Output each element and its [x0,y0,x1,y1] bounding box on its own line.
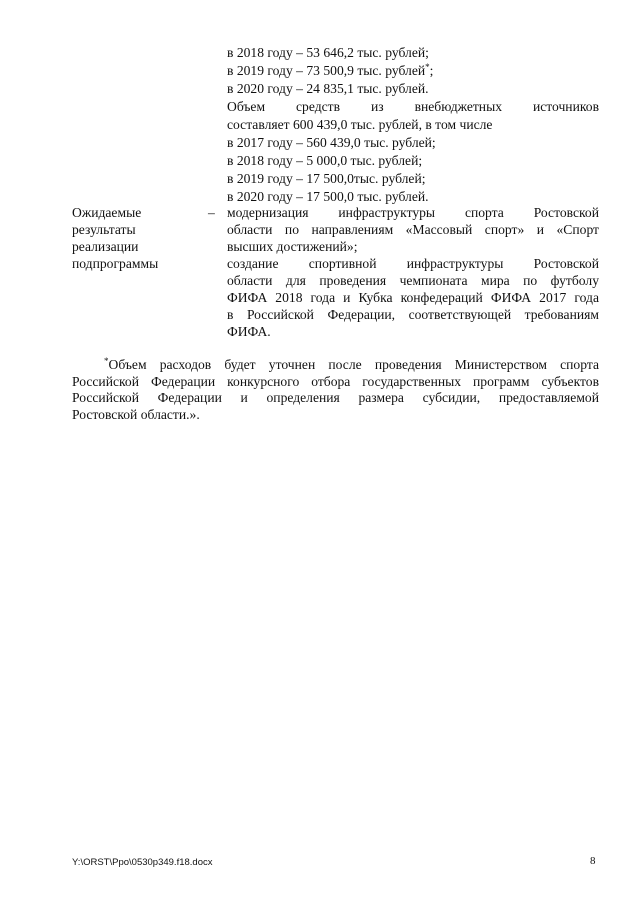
extra-year-2017: в 2017 году – 560 439,0 тыс. рублей; [227,135,436,150]
results-text-8: ФИФА. [227,324,271,339]
extra-year-2018: в 2018 году – 5 000,0 тыс. рублей; [227,153,423,168]
footnote-line-4: Ростовской области.». [72,406,200,422]
funding-line-2019 [227,62,599,79]
results-text-2: области по направлениям «Массовый спорт» и «Спорт [227,222,599,237]
results-label-4: подпрограммы [72,256,159,271]
results-label-2: результаты [72,222,136,237]
funding-line-2018: в 2018 году – 53 646,2 тыс. рублей; [227,45,429,60]
footnote [72,357,599,423]
results-text-3: высших достижений»; [227,239,358,254]
extra-year-2020: в 2020 году – 17 500,0 тыс. рублей. [227,189,429,204]
footnote-mark: * [425,62,430,72]
extra-budget-line-1: Объем средств из внебюджетных источников [227,99,599,114]
results-label-1: Ожидаемые [72,205,142,220]
funding-line-2020: в 2020 году – 24 835,1 тыс. рублей. [227,81,429,96]
results-text-1: модернизация инфраструктуры спорта Ростовской [227,205,599,220]
results-text-5: области для проведения чемпионата мира по футболу [227,273,599,288]
footnote-line-3: Российской Федерации и определения размера субсидии, предоставляемой [72,390,599,405]
results-label-3: реализации [72,239,139,254]
results-dash: – [208,205,215,220]
funding-line-2019-text: в 2019 году – 73 500,9 тыс. рублей [227,63,426,78]
footer-file-path: Y:\ORST\Ppo\0530p349.f18.docx [72,857,213,868]
extra-budget-line-2: составляет 600 439,0 тыс. рублей, в том числе [227,117,493,132]
results-text-7: в Российской Федерации, соответствующей требованиям [227,307,599,322]
footnote-asterisk: * [104,356,109,366]
footnote-line-1 [72,357,599,374]
funding-line-2019-tail: ; [429,63,434,78]
page-number: 8 [590,855,596,867]
results-text-6: ФИФА 2018 года и Кубка конфедераций ФИФА 2017 года [227,290,599,305]
results-text-4: создание спортивной инфраструктуры Ростовской [227,256,599,271]
footnote-line-2: Российской Федерации конкурсного отбора государственных программ субъектов [72,373,599,389]
footnote-line-1-text: Объем расходов будет уточнен после проведения Министерством спорта [108,357,599,372]
extra-year-2019: в 2019 году – 17 500,0тыс. рублей; [227,171,426,186]
